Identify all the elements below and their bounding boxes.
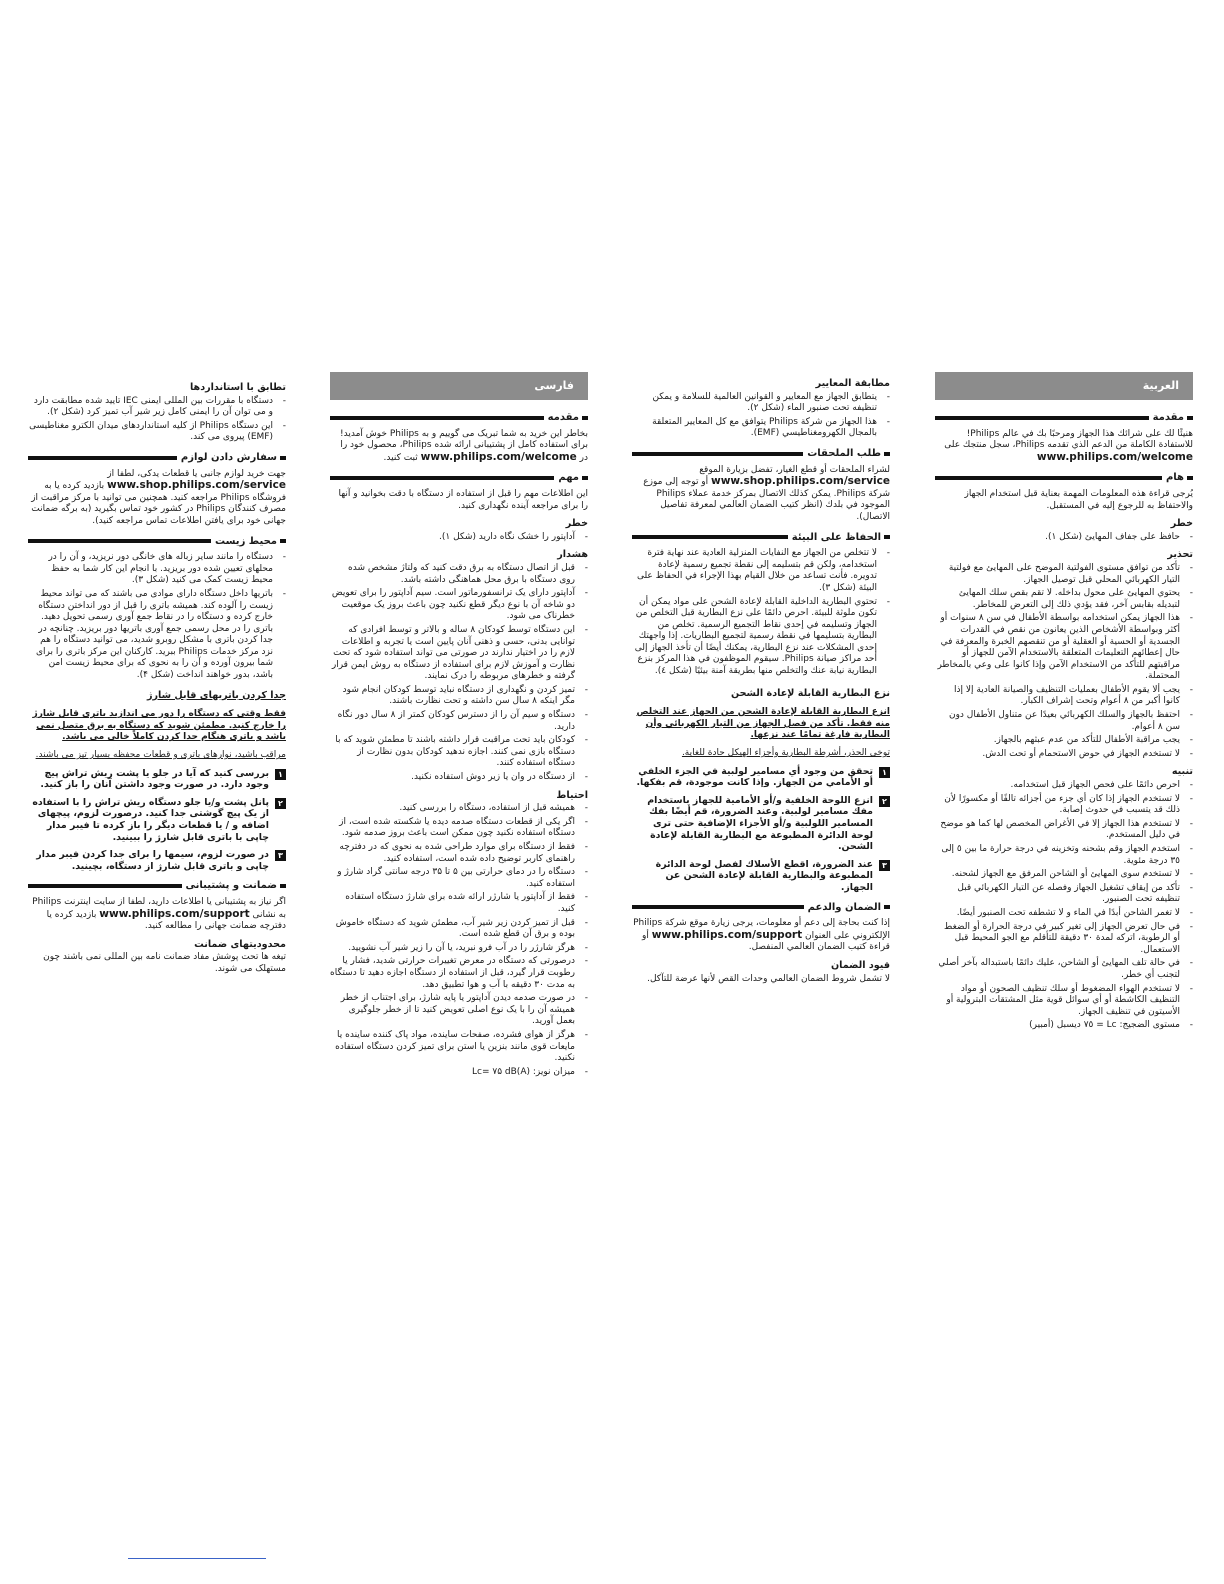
list-item: - تحتوي البطارية الداخلية القابلة لإعادة الشحن على مواد يمكن أن تكون ملوثة للبيئة. احرص دائمًا على نزع البطارية قبل التخلص من الجهاز وتسليمه في إحدى نقاط التجميع الرسمية. تخلص من البطارية بتسليمها في نقطة رسمية لتجميع البطاريات. إذا واجهتك إحدى المشكلات عند نزع البطارية، يمكنك أيضًا أن تأخذ الجهاز إلى أحد مراكز صيانة Philips. سيقوم الموظفون في هذا المركز بنزع البطارية نيابة عنك والتخلص منها بطريقة آمنة بيئيًا (شكل ٤). <box>632 597 890 678</box>
caution-heading: احتیاط <box>556 789 588 801</box>
step-number: ۳ <box>275 850 286 861</box>
step-number: ٣ <box>879 860 890 871</box>
list-item: - هرگز شارژر را در آب فرو نبرید، یا آن را زیر شیر آب نشویید. <box>330 943 588 955</box>
list-item: - لا تستخدم الجهاز إذا كان أي جزء من أجزائه تالفًا أو مكسورًا لأن ذلك قد يتسبب في حدوث إصابة. <box>935 794 1193 817</box>
list-item: - دستگاه را در دمای حرارتی بین ۵ تا ۳۵ درجه سانتی گراد شارژ و استفاده کنید. <box>330 867 588 890</box>
step-item: ۳ در صورت لزوم، سیمها را برای جدا کردن فیبر مدار چاپی و باتری قابل شارژ از دستگاه، بچینید. <box>28 849 286 872</box>
warranty-paragraph: اگر نیاز به پشتیبانی یا اطلاعات دارید، لطفا از سایت اینترنت Philips به نشانی www.philips.com/support بازدید کرده یا دفترچه ضمانت جهانی را مطالعه کنید. <box>32 896 286 932</box>
step-item: ٢ انزع اللوحة الخلفية و/أو الأمامية للجهاز باستخدام مفك مسامير لولبية. وعند الضرورة، قم أيضًا بفك المسامير اللولبية و/أو الأجزاء الإضافية حتى ترى لوحة الدائرة المطبوعة مع البطارية القابلة لإعادة الشحن. <box>632 795 890 853</box>
step-item: ۱ بررسی کنید که آیا در جلو یا پشت ریش تراش پیچ وجود دارد. در صورت وجود داشتن آنان را باز کنید. <box>28 768 286 791</box>
list-item: - تأكد من توافق مستوى الفولتية الموضح على المهايئ مع فولتية التيار الكهربائي المحلي قبل توصيل الجهاز. <box>935 563 1193 586</box>
section-heading-environment: الحفاظ على البيئة <box>632 532 890 544</box>
welcome-link[interactable]: www.philips.com/welcome <box>420 450 577 463</box>
list-item: - قبل از تمیز کردن زیر شیر آب، مطمئن شوید که دستگاه خاموش بوده و برق آن قطع شده است. <box>330 918 588 941</box>
list-item: - يحتوي المهايئ على محول بداخله. لا تقم بقص سلك المهايئ لتبديله بقابس آخر، فقد يؤدي ذلك إلى التعرض للمخاطر. <box>935 588 1193 611</box>
section-heading-accessories: سفارش دادن لوازم <box>28 452 286 464</box>
farsi-column-continued <box>28 376 286 981</box>
caution-heading: تنبيه <box>1171 766 1193 778</box>
battery-heading: جدا کردن باتریهای قابل شارژ <box>146 689 286 701</box>
list-item: - این دستگاه Philips از کلیه استانداردهای میدان الکترو مغناطیسی (EMF) پیروی می کند. <box>28 421 286 444</box>
list-item: - لا تغمر الشاحن أبدًا في الماء و لا تشطفه تحت الصنبور أيضًا. <box>935 908 1193 920</box>
warning-list <box>330 563 588 784</box>
danger-list <box>935 532 1193 544</box>
list-item: - يتطابق الجهاز مع المعايير و القوانين العالمية للسلامة و يمكن تنظيفه تحت صنبور الماء (شكل ٢). <box>632 392 890 415</box>
warranty-paragraph: إذا كنت بحاجة إلى دعم أو معلومات، يرجى زيارة موقع شركة Philips الإلكتروني على العنوان www.philips.com/support أو قراءة كتيب الضمان العالمي المنفصل. <box>633 918 890 953</box>
list-item: - اگر یکی از قطعات دستگاه صدمه دیده یا شکسته شده است، از دستگاه استفاده نکنید چون ممکن است باعث بروز صدمه شود. <box>330 817 588 840</box>
battery-steps <box>28 768 286 873</box>
step-item: ۲ پانل پشت و/یا جلو دستگاه ریش تراش را با استفاده از یک پیچ گوشتی جدا کنید. درصورت لزوم، پیچهای اضافه و / یا قطعات دیگر را باز کرده تا فیبر مدار چاپی با باتری قابل شارژ را ببینید. <box>28 797 286 843</box>
list-item: - کودکان باید تحت مراقبت قرار داشته باشند تا مطمئن شوید که با دستگاه بازی نمی کنند. اجازه ندهید کودکان بدون نظارت از دستگاه استفاده کنند. <box>330 735 588 770</box>
list-item: - از دستگاه در وان یا زیر دوش استفاده نکنید. <box>330 772 588 784</box>
standards-list <box>632 392 890 440</box>
arabic-column <box>935 372 1193 1036</box>
list-item: - مستوى الضجيج: Lc = ٧٥ ديسبل (أمبير) <box>935 1020 1193 1032</box>
standards-heading: تطابق با استانداردها <box>189 382 286 393</box>
section-heading-warranty: الضمان والدعم <box>632 902 890 914</box>
list-item: - دستگاه و سیم آن را از دسترس کودکان کمتر از ۸ سال دور نگاه دارید. <box>330 710 588 733</box>
danger-list <box>330 532 588 544</box>
list-item: - في حال تعرض الجهاز إلى تغير كبير في درجة الحرارة أو الضغط أو الرطوبة، اتركه لمدة ٣٠ دقيقة للتأقلم مع الجو المحيط قبل الاستعمال. <box>935 922 1193 957</box>
step-number: ٢ <box>879 796 890 807</box>
shop-link[interactable]: www.shop.philips.com/service <box>107 479 286 492</box>
section-heading-intro: مقدمه <box>330 412 588 424</box>
list-item: - دستگاه با مقررات بین المللی ایمنی IEC تایید شده مطابقت دارد و می توان آن را ایمنی کامل زیر شیر آب تمیز کرد (شکل ۲). <box>28 396 286 419</box>
battery-caution: مراقب باشید، نوارهای باتری و قطعات محفظه بسیار تیز می باشند. <box>35 750 286 761</box>
list-item: - میزان نویز: Lc= ۷۵ dB(A) <box>330 1067 588 1079</box>
support-link[interactable]: www.philips.com/support <box>651 928 803 941</box>
support-link[interactable]: www.philips.com/support <box>99 907 250 920</box>
environment-list <box>632 548 890 678</box>
battery-steps <box>632 766 890 894</box>
step-item: ٣ عند الضرورة، اقطع الأسلاك لفصل لوحة الدائرة المطبوعة والبطارية القابلة لإعادة الشحن عن الجهاز. <box>632 859 890 894</box>
danger-heading: خطر <box>1170 518 1193 530</box>
list-item: - في حالة تلف المهايئ أو الشاحن، عليك دائمًا باستبداله بآخر أصلي لتجنب أي خطر. <box>935 958 1193 981</box>
list-item: - تمیز کردن و نگهداری از دستگاه نباید توسط کودکان انجام شود مگر اینکه ۸ سال سن داشته و تحت نظارت باشند. <box>330 685 588 708</box>
list-item: - لا تتخلص من الجهاز مع النفايات المنزلية العادية عند نهاية فترة استخدامه، ولكن قم بتسليمه إلى نقطة تجميع رسمية لإعادة تدويره. فأنت تساعد من خلال القيام بهذا الإجراء في الحفاظ على البيئة (شكل ٣). <box>632 548 890 594</box>
list-item: - همیشه قبل از استفاده، دستگاه را بررسی کنید. <box>330 803 588 815</box>
step-item: ١ تحقق من وجود أي مسامير لولبية في الجزء الخلفي أو الأمامي من الجهاز. وإذا كانت موجودة، قم بفكها. <box>632 766 890 789</box>
warning-heading: هشدار <box>557 549 588 561</box>
restrictions-heading: محدودیتهای ضمانت <box>194 938 286 950</box>
list-item: - این دستگاه توسط کودکان ۸ ساله و بالاتر و توسط افرادی که توانایی بدنی، حسی و ذهنی آنان پایین است یا تجربه و اطلاعات لازم را در اختیار ندارند در صورتی می تواند استفاده شود که تحت نظارت و آموزش لازم برای استفاده از دستگاه به روش ایمن قرار گرفته و خطرهای مربوطه را درک نمایند. <box>330 625 588 683</box>
list-item: - هذا الجهاز يمكن استخدامه بواسطة الأطفال في سن ٨ سنوات أو أكثر وبواسطة الأشخاص الذين يعانون من نقص في القدرات الجسدية أو الحسية أو العقلية أو من تنقصهم الخبرة والمعرفة في حال إعطائهم التعليمات المتعلقة بالاستخدام الآمن للجهاز أو مراقبتهم للتأكد من الاستخدام الآمن وإذا كانوا على وعي بالمخاطر المحتملة. <box>935 613 1193 683</box>
list-item: - حافظ على جفاف المهايئ (شكل ١). <box>935 532 1193 544</box>
restrictions-paragraph: لا تشمل شروط الضمان العالمي وحدات القص لأنها عرضة للتآكل. <box>647 973 890 984</box>
section-heading-environment: محیط زیست <box>28 536 286 548</box>
battery-warning: فقط وقتی که دستگاه را دور می اندازید باتری قابل شارژ را خارج کنید. مطمئن شوید که دستگاه به برق متصل نمی باشد و باتری هنگام جدا کردن کاملاً خالی می باشد. <box>32 709 286 743</box>
battery-heading: نزع البطارية القابلة لإعادة الشحن <box>730 687 890 699</box>
warning-heading: تحذير <box>1167 549 1193 561</box>
list-item: - يجب ألا يقوم الأطفال بعمليات التنظيف والصيانة العادية إلا إذا كانوا أكبر من ٨ أعوام وتحت إشراف الكبار. <box>935 685 1193 708</box>
intro-paragraph: هنيئًا لك على شرائك هذا الجهاز ومرحبًا بك في عالم Philips! للاستفادة الكاملة من الدعم الذي تقدمه Philips، سجل منتجك على www.philips.com/welcome <box>944 428 1193 463</box>
list-item: - دستگاه را مانند سایر زباله های خانگی دور نریزید، و آن را در محلهای تعیین شده دور بریزید. با انجام این کار شما به حفظ محیط زیست کمک می کنید (شکل ۳). <box>28 552 286 587</box>
list-item: - قبل از اتصال دستگاه به برق دقت کنید که ولتاژ مشخص شده روی دستگاه با برق محل هماهنگی داشته باشد. <box>330 563 588 586</box>
warning-list <box>935 563 1193 761</box>
standards-list <box>28 396 286 444</box>
list-item: - هذا الجهاز من شركة Philips يتوافق مع كل المعايير المتعلقة بالمجال الكهرومغناطيسي (EMF). <box>632 417 890 440</box>
restrictions-paragraph: تیغه ها تحت پوشش مفاد ضمانت نامه بین المللی نمی باشند چون مستهلک می شوند. <box>43 952 286 974</box>
section-heading-important: مهم <box>330 472 588 484</box>
caution-list <box>330 803 588 1078</box>
list-item: - آداپتور دارای یک ترانسفورماتور است. سیم آداپتور را برای تعویض دو شاخه آن با نوع دیگر قطع نکنید چون باعث بروز یک موقعیت خطرناک می شود. <box>330 588 588 623</box>
section-heading-warranty: ضمانت و پشتیبانی <box>28 880 286 892</box>
footer-divider <box>128 1558 266 1559</box>
list-item: - آداپتور را خشک نگاه دارید (شکل ۱). <box>330 532 588 544</box>
list-item: - هرگز از هوای فشرده، صفحات ساینده، مواد پاک کننده ساینده یا مایعات قوی مانند بنزین یا استن برای تمیز کردن دستگاه استفاده نکنید. <box>330 1030 588 1065</box>
danger-heading: خطر <box>565 518 588 530</box>
intro-paragraph: بخاطر این خرید به شما تبریک می گوییم و به Philips خوش آمدید! برای استفاده کامل از پشتیبانی ارائه شده Philips، محصول خود را در www.philips.com/welcome ثبت کنید. <box>340 428 588 463</box>
standards-heading: مطابقة المعايير <box>815 378 890 389</box>
accessories-paragraph: جهت خرید لوازم جانبی یا قطعات یدکی، لطفا از www.shop.philips.com/service بازدید کرده یا به فروشگاه Philips مراجعه کنید. همچنین می توانید با مرکز مراقبت از مصرف کنندگان Philips در کشور خود تماس بگیرید (به برگه ضمانت جهانی خود برای یافتن اطلاعات تماس مراجعه کنید). <box>31 468 286 526</box>
section-heading-accessories: طلب الملحقات <box>632 448 890 460</box>
step-number: ۱ <box>275 769 286 780</box>
list-item: - لا تستخدم سوى المهايئ أو الشاحن المرفق مع الجهاز لشحنه. <box>935 869 1193 881</box>
battery-caution: توخى الحذر، أشرطة البطارية وأجزاء الهيكل حادة للغاية. <box>681 748 890 759</box>
list-item: - لا تستخدم الجهاز في حوض الاستحمام أو تحت الدش. <box>935 749 1193 761</box>
section-heading-intro: مقدمة <box>935 412 1193 424</box>
language-label-arabic: العربية <box>935 372 1193 400</box>
language-label-farsi: فارسی <box>330 372 588 400</box>
list-item: - لا تستخدم الهواء المضغوط أو سلك تنظيف الصحون أو مواد التنظيف الكاشطة أو أي سوائل قوية مثل المشتقات البترولية أو الأسيتون في تنظيف الجهاز. <box>935 984 1193 1019</box>
list-item: - استخدم الجهاز وقم بشحنه وتخزينه في درجة حرارة ما بين ٥ إلى ٣٥ درجة مئوية. <box>935 844 1193 867</box>
list-item: - تأكد من إيقاف تشغيل الجهاز وفصله عن التيار الكهربائي قبل تنظيفه تحت الصنبور. <box>935 883 1193 906</box>
list-item: - فقط از دستگاه برای موارد طراحی شده به نحوی که در دفترچه راهنمای کاربر توضیح داده شده است، استفاده کنید. <box>330 842 588 865</box>
important-paragraph: این اطلاعات مهم را قبل از استفاده از دستگاه با دقت بخوانید و آنها را برای مراجعه آینده نگهداری کنید. <box>338 488 588 511</box>
restrictions-heading: قيود الضمان <box>830 959 890 971</box>
list-item: - فقط از آداپتور یا شارژر ارائه شده برای شارژ دستگاه استفاده کنید. <box>330 892 588 915</box>
step-number: ۲ <box>275 798 286 809</box>
arabic-column-continued <box>632 372 890 990</box>
list-item: - احرص دائمًا على فحص الجهاز قبل استخدامه. <box>935 780 1193 792</box>
shop-link[interactable]: www.shop.philips.com/service <box>711 475 890 488</box>
environment-list <box>28 552 286 682</box>
list-item: - احتفظ بالجهاز والسلك الكهربائي بعيدًا عن متناول الأطفال دون سن ٨ أعوام. <box>935 710 1193 733</box>
list-item: - لا تستخدم هذا الجهاز إلا في الأغراض المخصص لها كما هو موضح في دليل المستخدم. <box>935 819 1193 842</box>
caution-list <box>935 780 1193 1032</box>
list-item: - درصورتی که دستگاه در معرض تغییرات حرارتی شدید، فشار یا رطوبت قرار گیرد، قبل از استفاده از دستگاه اجازه دهید تا دستگاه به مدت ۳۰ دقیقه با آب و هوا تطبیق دهد. <box>330 956 588 991</box>
accessories-paragraph: لشراء الملحقات أو قطع الغيار، تفضل بزيارة الموقع www.shop.philips.com/service أو توجه إلى موزع شركة Philips. يمكن كذلك الاتصال بمركز خدمة عملاء Philips الموجود في بلدك (انظر كتيب الضمان العالمي لمعرفة تفاصيل الاتصال). <box>643 464 890 522</box>
welcome-link[interactable]: www.philips.com/welcome <box>1036 450 1193 463</box>
step-number: ١ <box>879 767 890 778</box>
list-item: - باتریها داخل دستگاه دارای موادی می باشند که می تواند محیط زیست را آلوده کند. همیشه باتری را قبل از دور انداختن دستگاه خارج کرده و دستگاه را در نقاط جمع آوری رسمی تحویل دهید. باتری را در محل رسمی جمع آوری باتریها دور بریزید. چنانچه در جدا کردن باتری با مشکل روبرو شدید، می توانید دستگاه را هم نزد مرکز خدمات Philips ببرید. کارکنان این مرکز باتری را برای شما بیرون آورده و آن را به نحوی که برای محیط زیست امن باشد، بدور خواهند انداخت (شکل ۴). <box>28 589 286 682</box>
farsi-column <box>330 372 588 1082</box>
important-paragraph: يُرجى قراءة هذه المعلومات المهمة بعناية قبل استخدام الجهاز والاحتفاظ به للرجوع إليه في المستقبل. <box>964 488 1193 511</box>
list-item: - يجب مراقبة الأطفال للتأكد من عدم عبثهم بالجهاز. <box>935 735 1193 747</box>
list-item: - در صورت صدمه دیدن آداپتور یا پایه شارژ، برای اجتناب از خطر همیشه آن را با یک نوع اصلی تعویض کنید تا از خطر جلوگیری بعمل آورید. <box>330 993 588 1028</box>
section-heading-important: هام <box>935 472 1193 484</box>
battery-warning: انزع البطارية القابلة لإعادة الشحن من الجهاز عند التخلص منه فقط. تأكد من فصل الجهاز من التيار الكهربائي وأن البطارية فارغة تمامًا عند نزعها. <box>636 707 890 741</box>
